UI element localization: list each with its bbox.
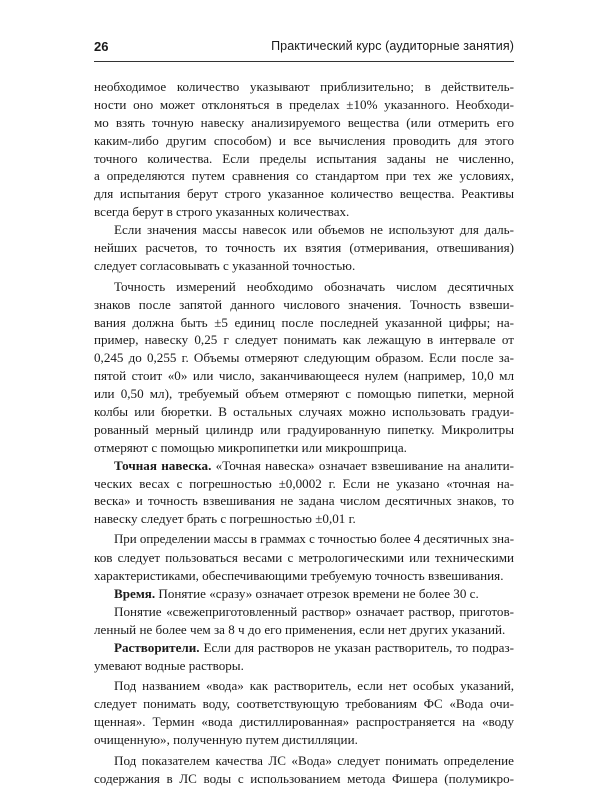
body-text [94,78,514,788]
text-line: веска» и точность взвешивания не задана числом десятичных знаков, то [94,493,514,509]
header-rule [94,61,514,62]
text-line: ленный не более чем за 8 ч до его применения, если нет других указаний. [94,621,506,637]
text-line: пятой стоит «0» или число, заканчивающееся нулем (например, 10,0 мл [94,368,514,384]
text-line: очищенную», полученную путем дистилляции. [94,732,358,748]
text-line: Точность измерений необходимо обозначать числом десятичных [114,278,514,294]
text-line: мо взять точную навеску анализируемого вещества (или отмерить его [94,114,514,130]
term-heading: Точная навеска. [114,457,212,473]
text-line [94,639,514,657]
text-line: отмеряют с помощью микропипетки или микрошприца. [94,439,407,455]
text-line: колбы или бюретки. В остальных случаях можно использовать градуи- [94,404,514,420]
text-line: а определяются путем сравнения со стандартом при тех же условиях, [94,168,514,184]
text-line: ческих весах с погрешностью ±0,0002 г. Если не указано «точная на- [94,475,514,491]
text-line: нейших расчетов, то точность их взятия (отмеривания, отвешивания) [94,240,514,256]
text-line: характеристиками, обеспечивающими требуемую точность взвешивания. [94,568,504,584]
text-line: навеску следует брать с погрешностью ±0,01 г. [94,511,356,527]
text-line: ности оно может отклоняться в пределах ±10% указанного. Необходи- [94,96,514,112]
text-run: Понятие «сразу» означает отрезок времени не более 30 с. [155,585,479,601]
text-line: вания должна быть ±5 единиц после последней указанной цифры; на- [94,314,514,330]
text-line: каким-либо другим способом) и все вычисления проводить для этого [94,132,514,148]
text-run: «Точная навеска» означает взвешивание на аналити- [211,457,514,473]
text-line: Под названием «вода» как растворитель, если нет особых указаний, [114,678,514,694]
text-line: следует понимать воду, соответствующую требованиям ФС «Вода очи- [94,696,514,712]
text-line: точного количества. Если пределы испытания заданы не численно, [94,150,514,166]
page-number: 26 [94,39,109,54]
text-line: 0,245 до 0,255 г. Объемы отмеряют следующим образом. Если после за- [94,350,514,366]
text-line: для испытания берут строго указанное количество вещества. Реактивы [94,186,514,202]
text-run: Если для растворов не указан растворитель, то подраз- [199,639,514,655]
text-line: умевают водные растворы. [94,657,244,673]
text-line: следует согласовывать с указанной точностью. [94,257,356,273]
text-line: При определении массы в граммах с точностью более 4 десятичных зна- [114,532,514,547]
term-heading: Время. [114,585,156,601]
text-line: содержания в ЛС воды с использованием метода Фишера (полумикро- [94,770,514,786]
text-line [94,585,514,603]
text-line: пример, навеску 0,25 г следует понимать как лежащую в интервале от [94,332,514,348]
text-line [94,457,514,475]
text-line: Если значения массы навесок или объемов не используют для даль- [114,222,514,238]
text-line: ков следует пользоваться весами с метрологическими или техническими [94,550,514,566]
running-head [94,39,514,57]
term-heading: Растворители. [114,639,200,655]
text-line: всегда берут в строго указанных количествах. [94,204,350,220]
text-line: или 0,50 мл), требуемый объем отмеряют с помощью пипетки, мерной [94,386,514,402]
text-line: щенная». Термин «вода дистиллированная» распространяется на «воду [94,714,514,730]
text-line: знаков после запятой данного числового значения. Точность взвеши- [94,296,514,312]
running-head-title: Практический курс (аудиторные занятия) [271,39,514,53]
text-line: Понятие «свежеприготовленный раствор» означает раствор, приготов- [114,603,514,619]
text-line: необходимое количество указывают приблизительно; в действитель- [94,79,514,94]
text-line: рованный мерный цилиндр или градуированную пипетку. Микролитры [94,421,514,437]
text-line: Под показателем качества ЛС «Вода» следует понимать определение [114,752,514,768]
